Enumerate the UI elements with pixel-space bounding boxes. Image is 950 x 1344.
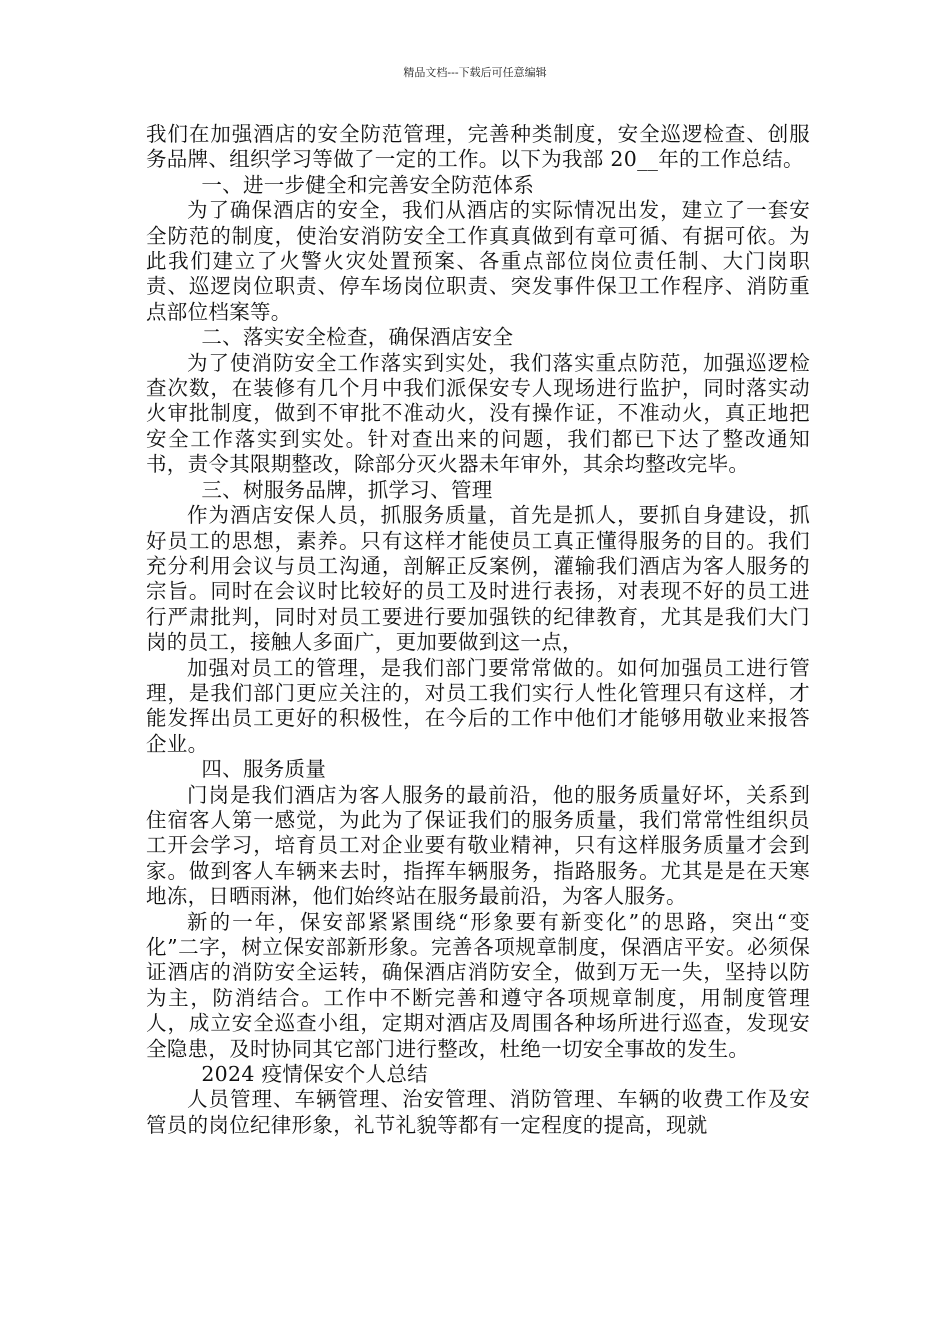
section-heading-1: 一、进一步健全和完善安全防范体系 bbox=[201, 172, 535, 197]
body-paragraph: 为了使消防安全工作落实到实处，我们落实重点防范，加强巡逻检查次数，在装修有几个月中我们派保安专人现场进行监护，同时落实动火审批制度，做到不审批不准动火，没有操作证，不准动火，真正地把安全工作落实到实处。针对查出来的问题，我们都已下达了整改通知书，责令其限期整改，除部分灭火器未年审外，其余均整改完毕。 bbox=[146, 350, 810, 477]
body-paragraph: 为了确保酒店的安全，我们从酒店的实际情况出发，建立了一套安全防范的制度，使治安消防安全工作真真做到有章可循、有据可依。为此我们建立了火警火灾处置预案、各重点部位岗位责任制、大门岗职责、巡逻岗位职责、停车场岗位职责、突发事件保卫工作程序、消防重点部位档案等。 bbox=[146, 198, 810, 324]
intro-paragraph: 我们在加强酒店的安全防范管理，完善种类制度，安全巡逻检查、创服务品牌、组织学习等做了一定的工作。以下为我部 20__年的工作总结。 bbox=[146, 122, 810, 172]
document-body bbox=[146, 122, 810, 1138]
section-heading-5: 2024 疫情保安个人总结 bbox=[201, 1062, 428, 1087]
body-paragraph: 人员管理、车辆管理、治安管理、消防管理、车辆的收费工作及安管员的岗位纪律形象，礼节礼貌等都有一定程度的提高，现就 bbox=[146, 1087, 810, 1137]
section-heading-4: 四、服务质量 bbox=[201, 757, 327, 782]
body-paragraph: 门岗是我们酒店为客人服务的最前沿，他的服务质量好坏，关系到住宿客人第一感觉，为此为了保证我们的服务质量，我们常常性组织员工开会学习，培育员工对企业要有敬业精神，只有这样服务质量才会到家。做到客人车辆来去时，指挥车辆服务，指路服务。尤其是是在天寒地冻，日晒雨淋，他们始终站在服务最前沿，为客人服务。 bbox=[146, 782, 810, 909]
page-header: 精品文档---下载后可任意编辑 bbox=[403, 66, 547, 79]
body-paragraph: 加强对员工的管理，是我们部门要常常做的。如何加强员工进行管理，是我们部门更应关注的，对员工我们实行人性化管理只有这样，才能发挥出员工更好的积极性，在今后的工作中他们才能够用敬业来报答企业。 bbox=[146, 655, 810, 756]
body-paragraph: 新的一年，保安部紧紧围绕“形象要有新变化”的思路，突出“变化”二字，树立保安部新形象。完善各项规章制度，保酒店平安。必须保证酒店的消防安全运转，确保酒店消防安全，做到万无一失，坚持以防为主，防消结合。工作中不断完善和遵守各项规章制度，用制度管理人，成立安全巡查小组，定期对酒店及周围各种场所进行巡查，发现安全隐患，及时协同其它部门进行整改，杜绝一切安全事故的发生。 bbox=[146, 909, 810, 1061]
section-heading-3: 三、树服务品牌，抓学习、管理 bbox=[201, 477, 493, 502]
section-heading-2: 二、落实安全检查，确保酒店安全 bbox=[201, 325, 514, 350]
body-paragraph: 作为酒店安保人员，抓服务质量，首先是抓人，要抓自身建设，抓好员工的思想，素养。只有这样才能使员工真正懂得服务的目的。我们充分利用会议与员工沟通，剖解正反案例，灌输我们酒店为客人服务的宗旨。同时在会议时比较好的员工及时进行表扬，对表现不好的员工进行严肃批判，同时对员工要进行要加强铁的纪律教育，尤其是我们大门岗的员工，接触人多面广，更加要做到这一点， bbox=[146, 503, 810, 655]
